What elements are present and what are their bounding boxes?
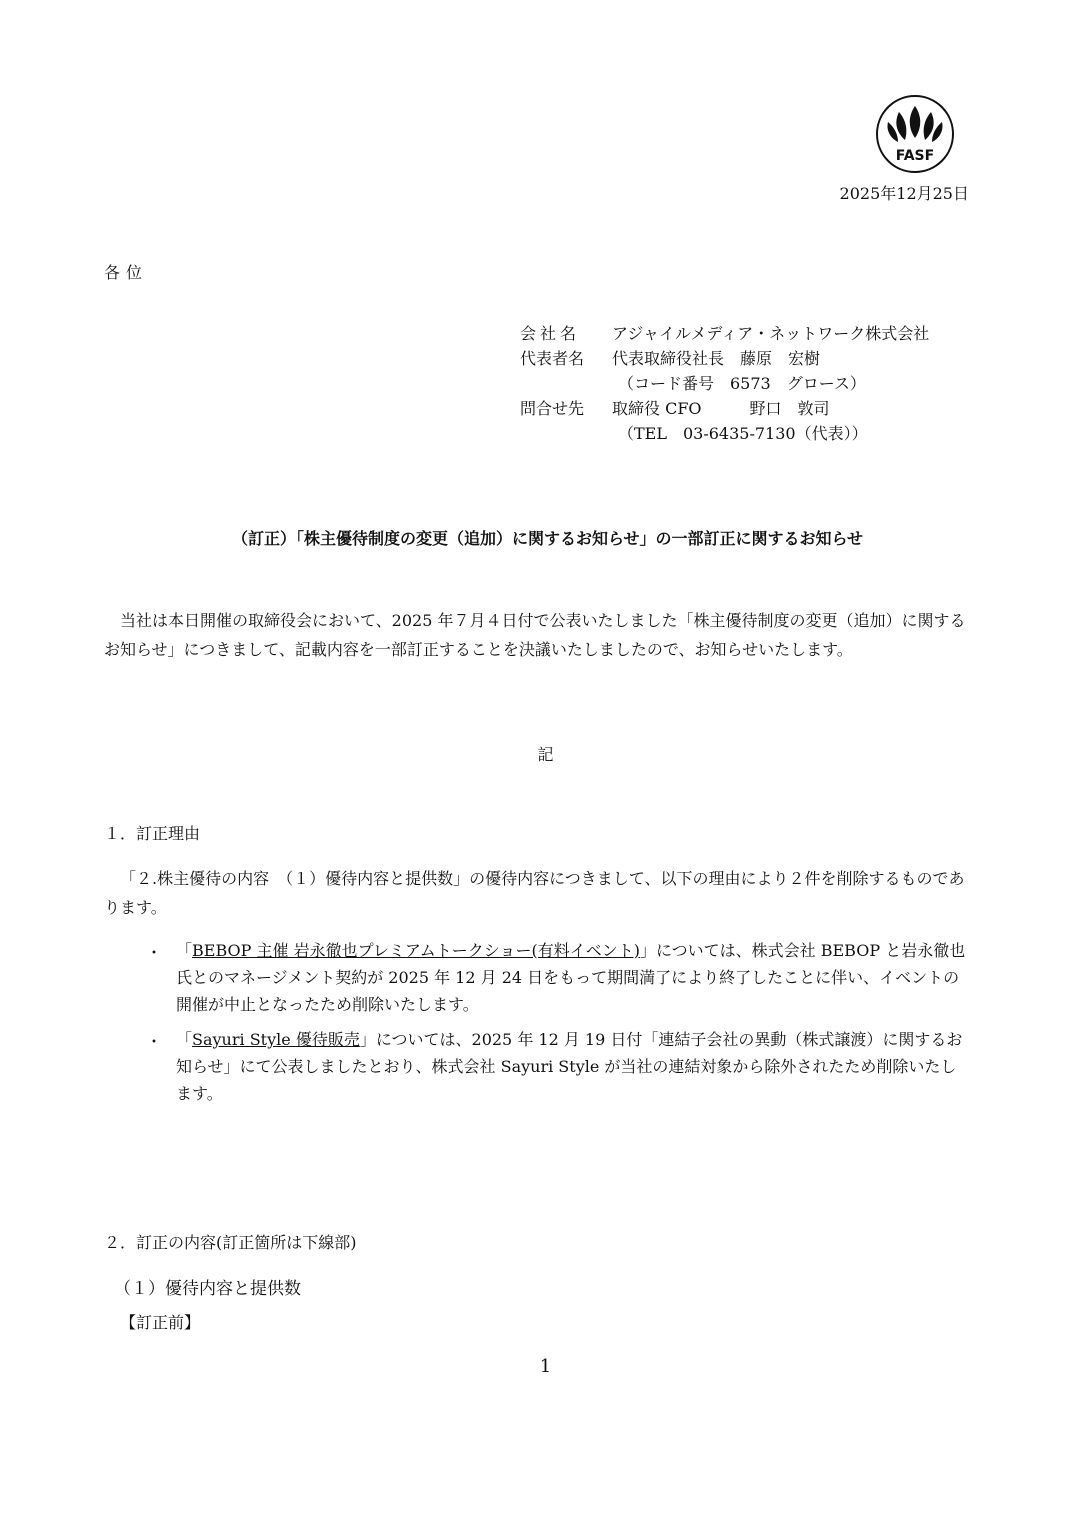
- bullet-underlined-text: Sayuri Style 優待販売: [192, 1030, 360, 1049]
- stock-code-line: （コード番号 6573 グロース）: [618, 374, 866, 393]
- bullet-text: 」については、2025 年 12 月 19 日付「連結子会社の異動（株式譲渡）に関するお知らせ」にて公表しましたとおり、株式会社 Sayuri Style が当社の連結対象から除外されたため削除いたします。: [176, 1030, 963, 1103]
- logo-text: FASF: [895, 148, 935, 164]
- company-name-label: 会社名: [520, 324, 581, 343]
- before-correction-label: 【訂正前】: [120, 1313, 201, 1332]
- bullet-open-quote: 「: [176, 1030, 193, 1049]
- company-name-value: アジャイルメディア・ネットワーク株式会社: [612, 324, 930, 343]
- company-info-block: [520, 321, 929, 446]
- bullet-open-quote: 「: [176, 941, 193, 960]
- bullet-item-sayuri: [176, 1026, 966, 1107]
- document-title: （訂正）「株主優待制度の変更（追加）に関するお知らせ」の一部訂正に関するお知らせ: [231, 529, 864, 548]
- bullet-mark: ・: [146, 943, 163, 962]
- section1-heading: １．訂正理由: [104, 824, 201, 843]
- section1-body: 「２.株主優待の内容 （１）優待内容と提供数」の優待内容につきまして、以下の理由により２件を削除するものであります。: [104, 869, 965, 917]
- bullet-text: 」については、株式会社 BEBOP と岩永徹也氏とのマネージメント契約が 2025 年 12 月 24 日をもって期間満了により終了したことに伴い、イベントの開催が中止となったため削除いたします。: [176, 941, 966, 1014]
- document-date: 2025年12月25日: [839, 184, 969, 203]
- bullet-mark: ・: [146, 1032, 163, 1051]
- representative-label: 代表者名: [520, 349, 585, 368]
- contact-value: 取締役 CFO 野口 敦司: [612, 399, 830, 418]
- contact-label: 問合せ先: [520, 399, 585, 418]
- section2-heading: ２．訂正の内容(訂正箇所は下線部): [104, 1233, 357, 1252]
- page-number: 1: [539, 1356, 552, 1377]
- section2-subheading: （１）優待内容と提供数: [114, 1279, 301, 1299]
- bullet-underlined-text: BEBOP 主催 岩永徹也プレミアムトークショー(有料イベント): [192, 941, 640, 960]
- fasf-logo: [872, 94, 958, 174]
- addressee: 各位: [104, 263, 149, 282]
- intro-paragraph: 当社は本日開催の取締役会において、2025 年７月４日付で公表いたしました「株主優待制度の変更（追加）に関するお知らせ」につきまして、記載内容を一部訂正することを決議いたしましたので、お知らせいたします。: [104, 611, 966, 659]
- ki-heading: 記: [537, 745, 554, 764]
- bullet-item-bebop: [176, 937, 966, 1018]
- representative-value: 代表取締役社長 藤原 宏樹: [612, 349, 821, 368]
- tel-line: （TEL 03-6435-7130（代表））: [618, 424, 868, 443]
